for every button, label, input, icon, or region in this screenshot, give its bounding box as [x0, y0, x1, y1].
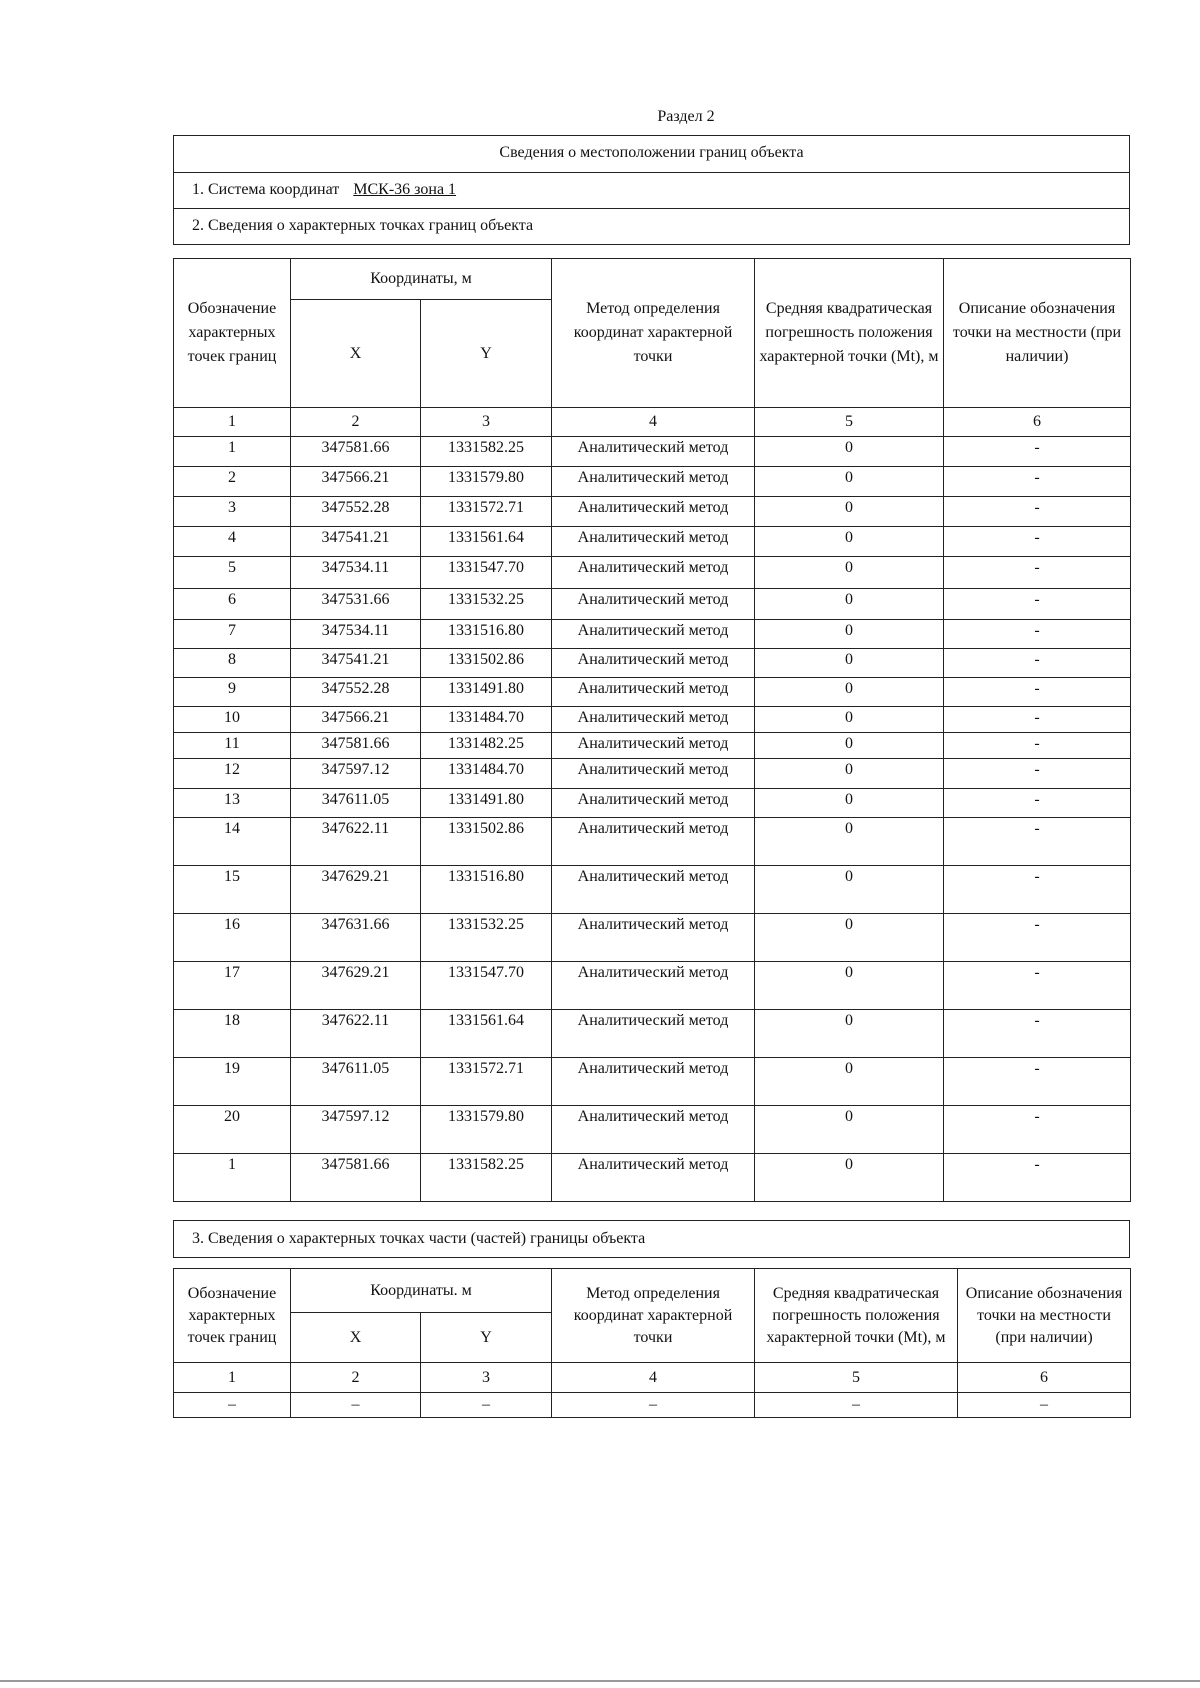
col-number: 6 — [944, 408, 1131, 437]
point-method: Аналитический метод — [552, 649, 755, 678]
point-x: 347566.21 — [291, 707, 421, 733]
box-heading: Сведения о местоположении границ объекта — [499, 144, 804, 161]
table-row — [174, 1058, 1131, 1106]
point-x: 347552.28 — [291, 678, 421, 707]
parts-points-table — [173, 1268, 1131, 1418]
header-x: X — [291, 300, 421, 408]
header-y: Y — [421, 300, 552, 408]
parts-header-description: Описание обозначения точки на местности (при наличии) — [958, 1269, 1131, 1363]
parts-empty-cell: – — [755, 1393, 958, 1418]
parts-empty-cell: – — [421, 1393, 552, 1418]
point-method: Аналитический метод — [552, 620, 755, 649]
parts-header-x: X — [291, 1313, 421, 1363]
point-error: 0 — [755, 733, 944, 759]
point-error: 0 — [755, 1010, 944, 1058]
point-y: 1331502.86 — [421, 649, 552, 678]
point-method: Аналитический метод — [552, 678, 755, 707]
point-method: Аналитический метод — [552, 527, 755, 557]
point-number: 18 — [174, 1010, 291, 1058]
point-error: 0 — [755, 437, 944, 467]
point-number: 11 — [174, 733, 291, 759]
table-row — [174, 759, 1131, 789]
table-row — [174, 789, 1131, 818]
point-description: - — [944, 497, 1131, 527]
point-x: 347581.66 — [291, 733, 421, 759]
point-method: Аналитический метод — [552, 1106, 755, 1154]
point-error: 0 — [755, 1058, 944, 1106]
point-y: 1331582.25 — [421, 437, 552, 467]
point-description: - — [944, 818, 1131, 866]
point-description: - — [944, 707, 1131, 733]
point-x: 347541.21 — [291, 527, 421, 557]
point-x: 347581.66 — [291, 1154, 421, 1202]
point-method: Аналитический метод — [552, 962, 755, 1010]
point-number: 6 — [174, 589, 291, 620]
point-x: 347611.05 — [291, 789, 421, 818]
point-number: 3 — [174, 497, 291, 527]
parts-header-coordinates: Координаты. м — [291, 1269, 552, 1313]
point-error: 0 — [755, 914, 944, 962]
point-y: 1331572.71 — [421, 497, 552, 527]
col-number: 5 — [755, 408, 944, 437]
parts-empty-cell: – — [552, 1393, 755, 1418]
col-number: 2 — [291, 408, 421, 437]
coord-system-label: 1. Система координат — [192, 181, 340, 198]
point-description: - — [944, 1058, 1131, 1106]
table-row — [174, 1154, 1131, 1202]
point-error: 0 — [755, 1106, 944, 1154]
table-row — [174, 620, 1131, 649]
point-method: Аналитический метод — [552, 914, 755, 962]
point-description: - — [944, 620, 1131, 649]
point-x: 347566.21 — [291, 467, 421, 497]
point-x: 347552.28 — [291, 497, 421, 527]
coord-system-row — [174, 172, 1129, 208]
table-row — [174, 557, 1131, 589]
point-y: 1331547.70 — [421, 557, 552, 589]
point-error: 0 — [755, 866, 944, 914]
point-x: 347611.05 — [291, 1058, 421, 1106]
parts-empty-cell: – — [174, 1393, 291, 1418]
point-y: 1331579.80 — [421, 1106, 552, 1154]
header-designation: Обозначение характерных точек границ — [174, 259, 291, 408]
table-row — [174, 914, 1131, 962]
header-coordinates: Координаты, м — [291, 259, 552, 300]
point-description: - — [944, 557, 1131, 589]
point-description: - — [944, 789, 1131, 818]
point-number: 16 — [174, 914, 291, 962]
point-x: 347629.21 — [291, 962, 421, 1010]
points-heading: 2. Сведения о характерных точках границ объекта — [174, 208, 1129, 244]
point-y: 1331516.80 — [421, 620, 552, 649]
point-method: Аналитический метод — [552, 1058, 755, 1106]
header-error: Средняя квадратическая погрешность положения характерной точки (Mt), м — [755, 259, 944, 408]
point-method: Аналитический метод — [552, 467, 755, 497]
point-y: 1331484.70 — [421, 707, 552, 733]
table-row — [174, 589, 1131, 620]
point-number: 17 — [174, 962, 291, 1010]
scan-edge-line — [0, 1680, 1200, 1682]
point-y: 1331482.25 — [421, 733, 552, 759]
parts-header-method: Метод определения координат характерной точки — [552, 1269, 755, 1363]
table-row — [174, 527, 1131, 557]
point-method: Аналитический метод — [552, 789, 755, 818]
point-y: 1331484.70 — [421, 759, 552, 789]
point-error: 0 — [755, 1154, 944, 1202]
point-description: - — [944, 914, 1131, 962]
point-number: 1 — [174, 1154, 291, 1202]
point-x: 347622.11 — [291, 1010, 421, 1058]
object-info-box — [173, 135, 1130, 245]
point-y: 1331572.71 — [421, 1058, 552, 1106]
point-y: 1331502.86 — [421, 818, 552, 866]
parts-col-number: 4 — [552, 1363, 755, 1393]
table-row — [174, 437, 1131, 467]
point-method: Аналитический метод — [552, 759, 755, 789]
point-x: 347534.11 — [291, 620, 421, 649]
point-number: 7 — [174, 620, 291, 649]
point-error: 0 — [755, 678, 944, 707]
point-description: - — [944, 649, 1131, 678]
point-error: 0 — [755, 962, 944, 1010]
boundary-points-table — [173, 258, 1131, 1202]
section-title: Раздел 2 — [657, 108, 715, 125]
table-row — [174, 649, 1131, 678]
point-method: Аналитический метод — [552, 437, 755, 467]
parts-empty-cell: – — [958, 1393, 1131, 1418]
point-method: Аналитический метод — [552, 733, 755, 759]
point-number: 13 — [174, 789, 291, 818]
point-y: 1331532.25 — [421, 914, 552, 962]
point-description: - — [944, 962, 1131, 1010]
table-row — [174, 707, 1131, 733]
point-x: 347534.11 — [291, 557, 421, 589]
point-error: 0 — [755, 620, 944, 649]
point-y: 1331547.70 — [421, 962, 552, 1010]
parts-heading: 3. Сведения о характерных точках части (частей) границы объекта — [173, 1220, 1130, 1258]
point-x: 347622.11 — [291, 818, 421, 866]
table-row — [174, 678, 1131, 707]
point-y: 1331491.80 — [421, 678, 552, 707]
point-number: 8 — [174, 649, 291, 678]
parts-col-number: 5 — [755, 1363, 958, 1393]
point-x: 347541.21 — [291, 649, 421, 678]
point-description: - — [944, 866, 1131, 914]
header-method: Метод определения координат характерной точки — [552, 259, 755, 408]
point-description: - — [944, 527, 1131, 557]
col-number: 3 — [421, 408, 552, 437]
parts-col-number: 3 — [421, 1363, 552, 1393]
point-error: 0 — [755, 497, 944, 527]
table-row — [174, 467, 1131, 497]
point-description: - — [944, 1154, 1131, 1202]
point-number: 5 — [174, 557, 291, 589]
point-error: 0 — [755, 589, 944, 620]
parts-col-number: 2 — [291, 1363, 421, 1393]
parts-header-y: Y — [421, 1313, 552, 1363]
point-y: 1331561.64 — [421, 1010, 552, 1058]
point-x: 347597.12 — [291, 1106, 421, 1154]
parts-empty-cell: – — [291, 1393, 421, 1418]
point-number: 4 — [174, 527, 291, 557]
col-number: 4 — [552, 408, 755, 437]
point-number: 1 — [174, 437, 291, 467]
point-number: 20 — [174, 1106, 291, 1154]
point-error: 0 — [755, 789, 944, 818]
point-x: 347531.66 — [291, 589, 421, 620]
header-description: Описание обозначения точки на местности (при наличии) — [944, 259, 1131, 408]
point-y: 1331532.25 — [421, 589, 552, 620]
point-error: 0 — [755, 818, 944, 866]
table-row — [174, 818, 1131, 866]
point-method: Аналитический метод — [552, 866, 755, 914]
table-row — [174, 962, 1131, 1010]
point-number: 9 — [174, 678, 291, 707]
point-y: 1331516.80 — [421, 866, 552, 914]
point-error: 0 — [755, 557, 944, 589]
point-number: 15 — [174, 866, 291, 914]
col-number: 1 — [174, 408, 291, 437]
point-error: 0 — [755, 649, 944, 678]
point-error: 0 — [755, 707, 944, 733]
point-y: 1331582.25 — [421, 1154, 552, 1202]
point-number: 19 — [174, 1058, 291, 1106]
point-number: 10 — [174, 707, 291, 733]
point-method: Аналитический метод — [552, 557, 755, 589]
parts-header-error: Средняя квадратическая погрешность положения характерной точки (Mt), м — [755, 1269, 958, 1363]
coord-system-value: МСК-36 зона 1 — [353, 181, 457, 198]
point-description: - — [944, 678, 1131, 707]
point-y: 1331561.64 — [421, 527, 552, 557]
point-description: - — [944, 733, 1131, 759]
point-method: Аналитический метод — [552, 707, 755, 733]
table-row — [174, 866, 1131, 914]
point-description: - — [944, 1106, 1131, 1154]
parts-col-number: 1 — [174, 1363, 291, 1393]
point-x: 347597.12 — [291, 759, 421, 789]
point-method: Аналитический метод — [552, 1010, 755, 1058]
point-method: Аналитический метод — [552, 818, 755, 866]
point-y: 1331579.80 — [421, 467, 552, 497]
table-row — [174, 1106, 1131, 1154]
parts-header-designation: Обозначение характерных точек границ — [174, 1269, 291, 1363]
point-description: - — [944, 437, 1131, 467]
point-number: 12 — [174, 759, 291, 789]
point-x: 347581.66 — [291, 437, 421, 467]
parts-col-number: 6 — [958, 1363, 1131, 1393]
table-row — [174, 1010, 1131, 1058]
point-description: - — [944, 467, 1131, 497]
table-row — [174, 497, 1131, 527]
point-x: 347629.21 — [291, 866, 421, 914]
table-row — [174, 733, 1131, 759]
point-x: 347631.66 — [291, 914, 421, 962]
point-description: - — [944, 589, 1131, 620]
point-method: Аналитический метод — [552, 497, 755, 527]
point-error: 0 — [755, 527, 944, 557]
point-number: 2 — [174, 467, 291, 497]
point-number: 14 — [174, 818, 291, 866]
point-error: 0 — [755, 467, 944, 497]
point-error: 0 — [755, 759, 944, 789]
point-method: Аналитический метод — [552, 1154, 755, 1202]
point-description: - — [944, 759, 1131, 789]
point-method: Аналитический метод — [552, 589, 755, 620]
point-y: 1331491.80 — [421, 789, 552, 818]
point-description: - — [944, 1010, 1131, 1058]
